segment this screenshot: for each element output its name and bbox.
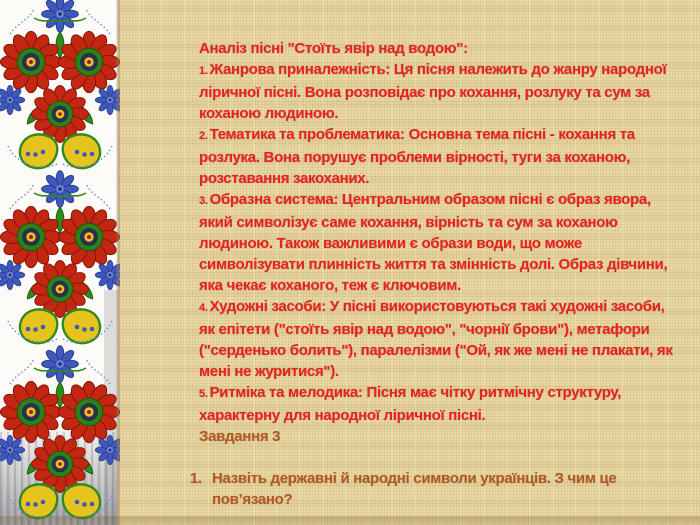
task-heading: Завдання 3 xyxy=(199,428,281,445)
analysis-item-1 xyxy=(199,59,673,124)
item-number: 5. xyxy=(199,388,208,400)
ukrainian-folk-floral-border xyxy=(0,0,120,525)
analysis-heading: Аналіз пісні "Стоїть явір над водою": xyxy=(199,40,468,57)
item-text: Ритміка та мелодика: Пісня має чітку ритмічну структуру, характерну для народної ліричної пісні. xyxy=(199,384,622,424)
item-text: Образна система: Центральним образом пісні є образ явора, який символізує саме кохання, вірність та сум за коханою людиною. Також важливими є образи води, що може символізувати плинність життя та змінність долі. Образ дівчини, яка чекає коханого, теж є ключовим. xyxy=(199,191,668,294)
item-number: 3. xyxy=(199,195,208,207)
item-text: Тематика та проблематика: Основна тема пісні - кохання та розлука. Вона порушує проблеми вірності, туги за коханою, розставання закоханих. xyxy=(199,126,635,187)
task-item-number: 1. xyxy=(190,470,202,487)
item-text: Жанрова приналежність: Ця пісня належить до жанру народної ліричної пісні. Вона розповідає про кохання, розлуку та сум за коханою людиною. xyxy=(199,61,667,122)
analysis-item-3 xyxy=(199,189,673,296)
analysis-item-5 xyxy=(199,382,673,426)
item-text: Художні засоби: У пісні використовуються такі художні засоби, як епітети ("стоїть явір над водою", "чорнії брови"), метафори ("серденько болить"), паралелізми ("Ой, як же мені не плакати, як мені не журитися"). xyxy=(199,298,673,380)
analysis-item-4 xyxy=(199,296,673,382)
item-number: 1. xyxy=(199,65,208,77)
analysis-item-2 xyxy=(199,124,673,189)
item-number: 4. xyxy=(199,302,208,314)
task-item-1 xyxy=(190,468,673,510)
item-number: 2. xyxy=(199,130,208,142)
slide-text-block xyxy=(190,38,673,510)
task-item-text: Назвіть державні й народні символи українців. З чим це пов’язано? xyxy=(212,470,617,508)
